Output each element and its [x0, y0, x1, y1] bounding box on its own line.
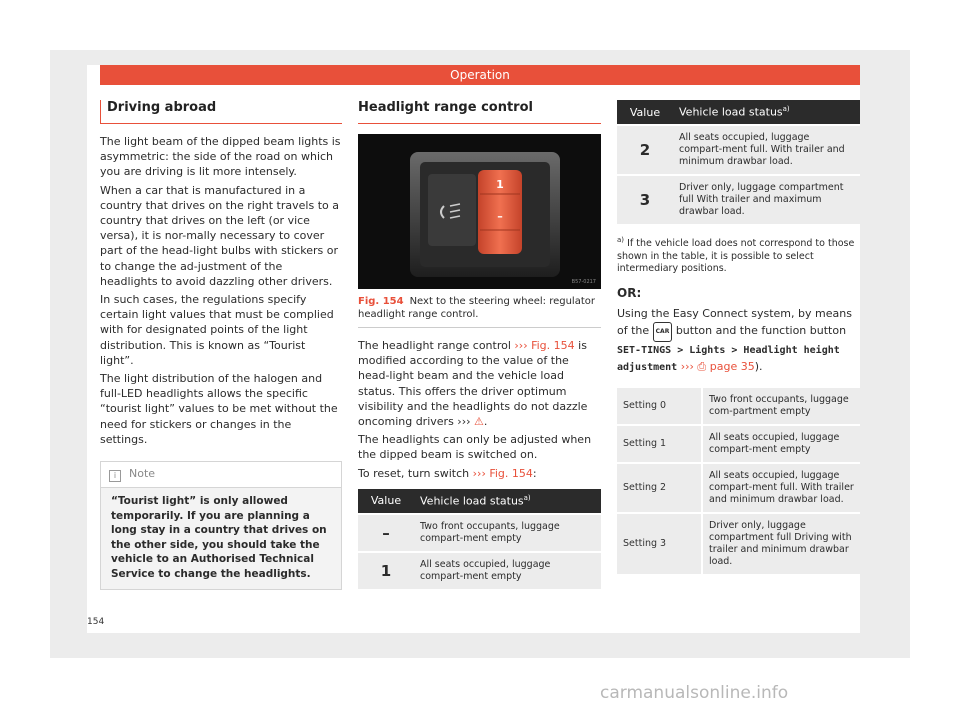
table-row: Setting 3 Driver only, luggage compartment full Driving with trailer and minimum drawbar load.	[617, 513, 860, 574]
load-status-table	[358, 489, 601, 589]
paragraph: To reset, turn switch ››› Fig. 154:	[358, 466, 537, 480]
page-link-icon: ⎙	[697, 359, 707, 373]
table-header-status: Vehicle load status$^{a)}$	[414, 489, 601, 514]
heading-driving-abroad: Driving abroad	[100, 100, 342, 123]
paragraph: In such cases, the regulations specify certain light values that must be complied with for designated points of the light distribution. This is known as “Tourist light”.	[100, 293, 334, 367]
figure-headlight-regulator	[358, 134, 601, 289]
settings-table	[617, 386, 860, 574]
page-number: 154	[87, 617, 105, 627]
table-row: Setting 1 All seats occupied, luggage compart-ment empty	[617, 425, 860, 463]
column-headlight-range	[358, 100, 601, 589]
paragraph-easy-connect: Using the Easy Connect system, by means of the CAR button and the function button SET-TINGS > Lights > Headlight height adjustment ››› ⎙ page 35).	[617, 306, 852, 373]
table-row: 1 All seats occupied, luggage compart-ment empty	[358, 552, 601, 589]
column-driving-abroad	[100, 100, 342, 590]
table-header-status: Vehicle load status$^{a)}$	[673, 100, 860, 125]
figure-link[interactable]: ››› Fig. 154	[472, 466, 533, 480]
car-button-icon: CAR	[653, 322, 673, 342]
info-icon: i	[109, 470, 121, 482]
paragraph: The light beam of the dipped beam lights is asymmetric: the side of the road on which you are driving is lit more intensely.	[100, 135, 341, 179]
note-text: “Tourist light” is only allowed temporarily. If you are planning a long stay in a country that drives on the other side, you should take the vehicle to an Authorised Technical Service to change the headlights.	[111, 495, 327, 580]
heading-headlight-range: Headlight range control	[358, 100, 601, 124]
svg-text:1: 1	[496, 178, 504, 191]
light-switch-panel	[428, 174, 476, 246]
figure-number: Fig. 154	[358, 296, 404, 307]
paragraph: The headlights can only be adjusted when the dipped beam is switched on.	[358, 433, 592, 462]
paragraph: The light distribution of the halogen and full-LED headlights allows the specific “tourist light” values to be met without the need for stickers or changes in the settings.	[100, 372, 338, 446]
note-label: Note	[129, 467, 156, 481]
paragraph: The headlight range control ››› Fig. 154 is modified according to the value of the head-light beam and the vehicle load status. This offers the driver optimum visibility and the headlights do not dazzle oncoming drivers ››› ⚠.	[358, 339, 588, 429]
table-row: – Two front occupants, luggage compart-ment empty	[358, 514, 601, 552]
svg-text:–: –	[497, 210, 503, 223]
regulator-illustration	[358, 134, 601, 289]
section-header	[100, 65, 860, 85]
table-header-value: Value	[358, 489, 414, 514]
warning-icon[interactable]: ⚠	[474, 415, 484, 429]
section-title: Operation	[450, 68, 510, 82]
table-row: Setting 0 Two front occupants, luggage com-partment empty	[617, 387, 860, 425]
table-row: 2 All seats occupied, luggage compart-ment full. With trailer and minimum drawbar load.	[617, 125, 860, 175]
load-status-table-cont	[617, 100, 860, 224]
table-row: Setting 2 All seats occupied, luggage compart-ment full. With trailer and minimum drawbar load.	[617, 463, 860, 513]
watermark: carmanualsonline.info	[600, 683, 789, 703]
table-row: 3 Driver only, luggage compartment full With trailer and maximum drawbar load.	[617, 175, 860, 224]
table-footnote: $^{a)}$ If the vehicle load does not correspond to those shown in the table, it is possible to select intermediary positions.	[617, 236, 855, 275]
column-load-status-cont	[617, 100, 860, 574]
page-link[interactable]: ››› ⎙ page 35	[680, 359, 755, 373]
table-header-value: Value	[617, 100, 673, 125]
figure-code: B57-0217	[571, 279, 596, 285]
or-label: OR:	[617, 285, 642, 300]
note-box	[100, 461, 342, 590]
paragraph: When a car that is manufactured in a country that drives on the right travels to a country that drives on the left (or vice versa), it is nor-mally necessary to cover part of the head-light bulbs with stickers or to change the ad-justment of the headlights to avoid dazzling other drivers.	[100, 183, 339, 288]
figure-caption	[358, 295, 601, 328]
figure-link[interactable]: ››› Fig. 154	[514, 339, 575, 352]
caption-text: Next to the steering wheel: regulator headlight range control.	[358, 296, 595, 320]
